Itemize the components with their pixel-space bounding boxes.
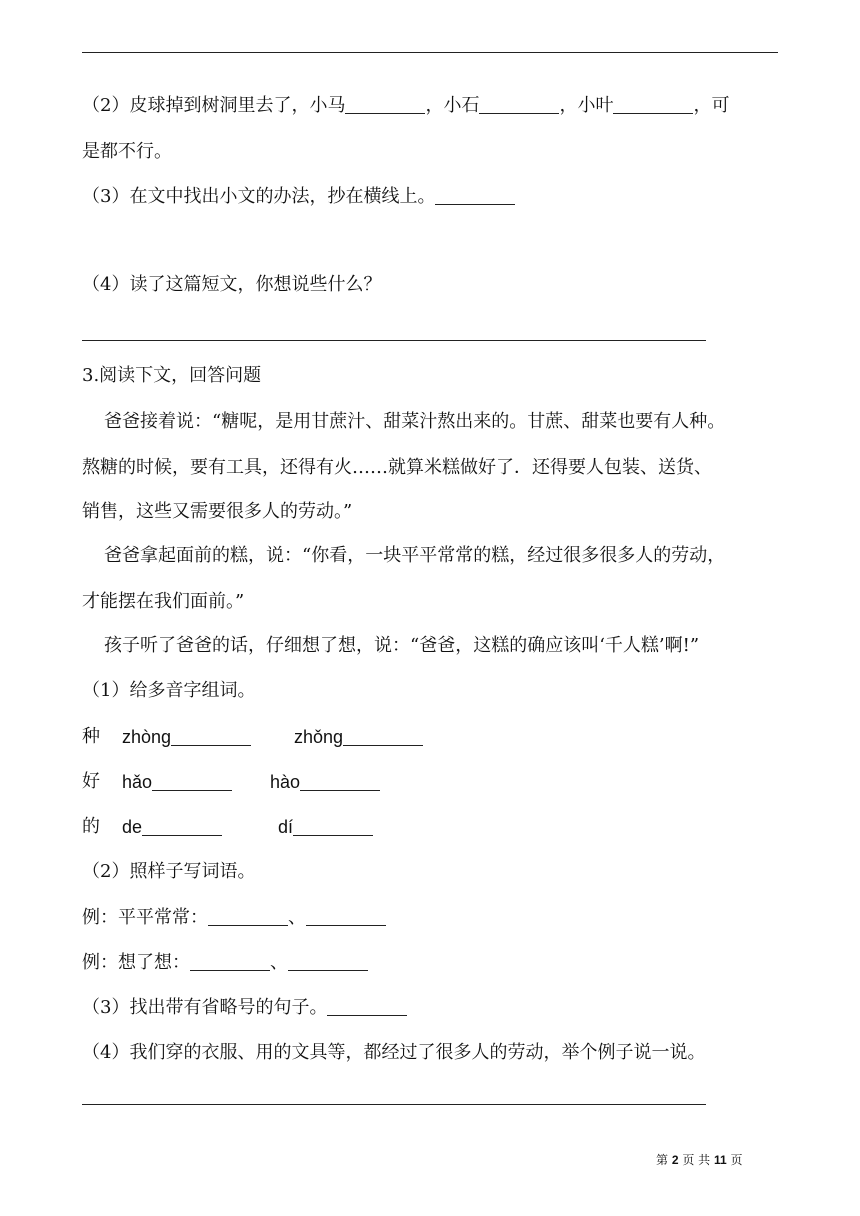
pinyin-hao3	[122, 770, 232, 794]
example-row-2	[82, 951, 368, 975]
page-number: 2	[671, 1153, 679, 1167]
separator: 、	[270, 952, 288, 973]
q2-part2-text-a: （2）皮球掉到树洞里去了，小马	[82, 95, 346, 116]
answer-blank-ex1-a[interactable]	[208, 907, 288, 926]
q3-sub4: （4）我们穿的衣服、用的文具等，都经过了很多人的劳动，举个例子说一说。	[82, 1042, 706, 1063]
pinyin-di	[278, 815, 373, 839]
q2-part2-line1	[82, 94, 729, 118]
pinyin-hao4	[270, 770, 380, 794]
example-label: 例：平平常常：	[82, 907, 208, 928]
q2-part2-text-c: ，小叶	[559, 95, 614, 116]
answer-blank-ex2-b[interactable]	[288, 952, 368, 971]
polyphone-row-de	[82, 815, 100, 839]
pinyin-label: zhòng	[122, 727, 172, 747]
answer-blank-xiaoye[interactable]	[613, 95, 693, 114]
q2-part3-text: （3）在文中找出小文的办法，抄在横线上。	[82, 186, 436, 207]
answer-blank-ex1-b[interactable]	[306, 907, 386, 926]
q3-paragraph3: 孩子听了爸爸的话，仔细想了想，说：“爸爸，这糕的确应该叫‘千人糕’啊!”	[104, 635, 700, 656]
pinyin-label: de	[122, 817, 143, 837]
page-footer	[656, 1152, 743, 1168]
polyphone-char: 种	[82, 726, 100, 747]
q2-part2-line2: 是都不行。	[82, 141, 172, 162]
pinyin-zhong3	[294, 725, 423, 749]
q2-part3	[82, 185, 515, 209]
answer-blank-de[interactable]	[142, 817, 222, 836]
answer-blank-xiaoshi[interactable]	[479, 95, 559, 114]
answer-blank-xiaoma[interactable]	[345, 95, 425, 114]
q3-title: 3.阅读下文，回答问题	[82, 365, 262, 386]
polyphone-char: 的	[82, 816, 100, 837]
pinyin-de	[122, 815, 222, 839]
header-rule	[82, 52, 778, 53]
pinyin-label: dí	[278, 817, 294, 837]
answer-blank-zhong3[interactable]	[343, 727, 423, 746]
q3-paragraph1-line3: 销售，这些又需要很多人的劳动。”	[82, 501, 353, 522]
total-pages: 11	[714, 1153, 727, 1167]
answer-blank-ellipsis[interactable]	[327, 997, 407, 1016]
footer-middle: 页 共	[682, 1153, 711, 1167]
answer-blank-zhong4[interactable]	[171, 727, 251, 746]
q3-paragraph1-line1: 爸爸接着说：“糖呢，是用甘蔗汁、甜菜汁熬出来的。甘蔗、甜菜也要有人种。	[104, 411, 726, 432]
q2-part4: （4）读了这篇短文，你想说些什么？	[82, 274, 382, 295]
q3-sub1: （1）给多音字组词。	[82, 680, 256, 701]
example-row-1	[82, 906, 386, 930]
pinyin-label: hào	[270, 772, 301, 792]
separator: 、	[288, 907, 306, 928]
q2-part2-text-d: ，可	[693, 95, 730, 116]
q3-paragraph2-line2: 才能摆在我们面前。”	[82, 591, 245, 612]
answer-blank-di[interactable]	[293, 817, 373, 836]
pinyin-zhong4	[122, 725, 251, 749]
q3-sub2: （2）照样子写词语。	[82, 861, 256, 882]
q3-paragraph2-line1: 爸爸拿起面前的糕，说：“你看，一块平平常常的糕，经过很多很多人的劳动，	[104, 545, 726, 566]
polyphone-char: 好	[82, 771, 100, 792]
example-label: 例：想了想：	[82, 952, 190, 973]
q3-paragraph1-line2: 熬糖的时候，要有工具，还得有火……就算米糕做好了．还得要人包装、送货、	[82, 457, 712, 478]
q3-sub3	[82, 996, 407, 1020]
answer-line-q3-4[interactable]	[82, 1104, 706, 1105]
pinyin-label: hǎo	[122, 772, 153, 792]
polyphone-row-hao	[82, 770, 100, 794]
answer-blank-hao3[interactable]	[152, 772, 232, 791]
pinyin-label: zhǒng	[294, 727, 344, 747]
polyphone-row-zhong	[82, 725, 100, 749]
footer-suffix: 页	[730, 1153, 743, 1167]
answer-blank-hao4[interactable]	[300, 772, 380, 791]
q3-sub3-text: （3）找出带有省略号的句子。	[82, 997, 328, 1018]
answer-blank-ex2-a[interactable]	[190, 952, 270, 971]
answer-line-q2-4[interactable]	[82, 340, 706, 341]
footer-prefix: 第	[656, 1153, 669, 1167]
answer-blank-method[interactable]	[435, 186, 515, 205]
q2-part2-text-b: ，小石	[425, 95, 480, 116]
